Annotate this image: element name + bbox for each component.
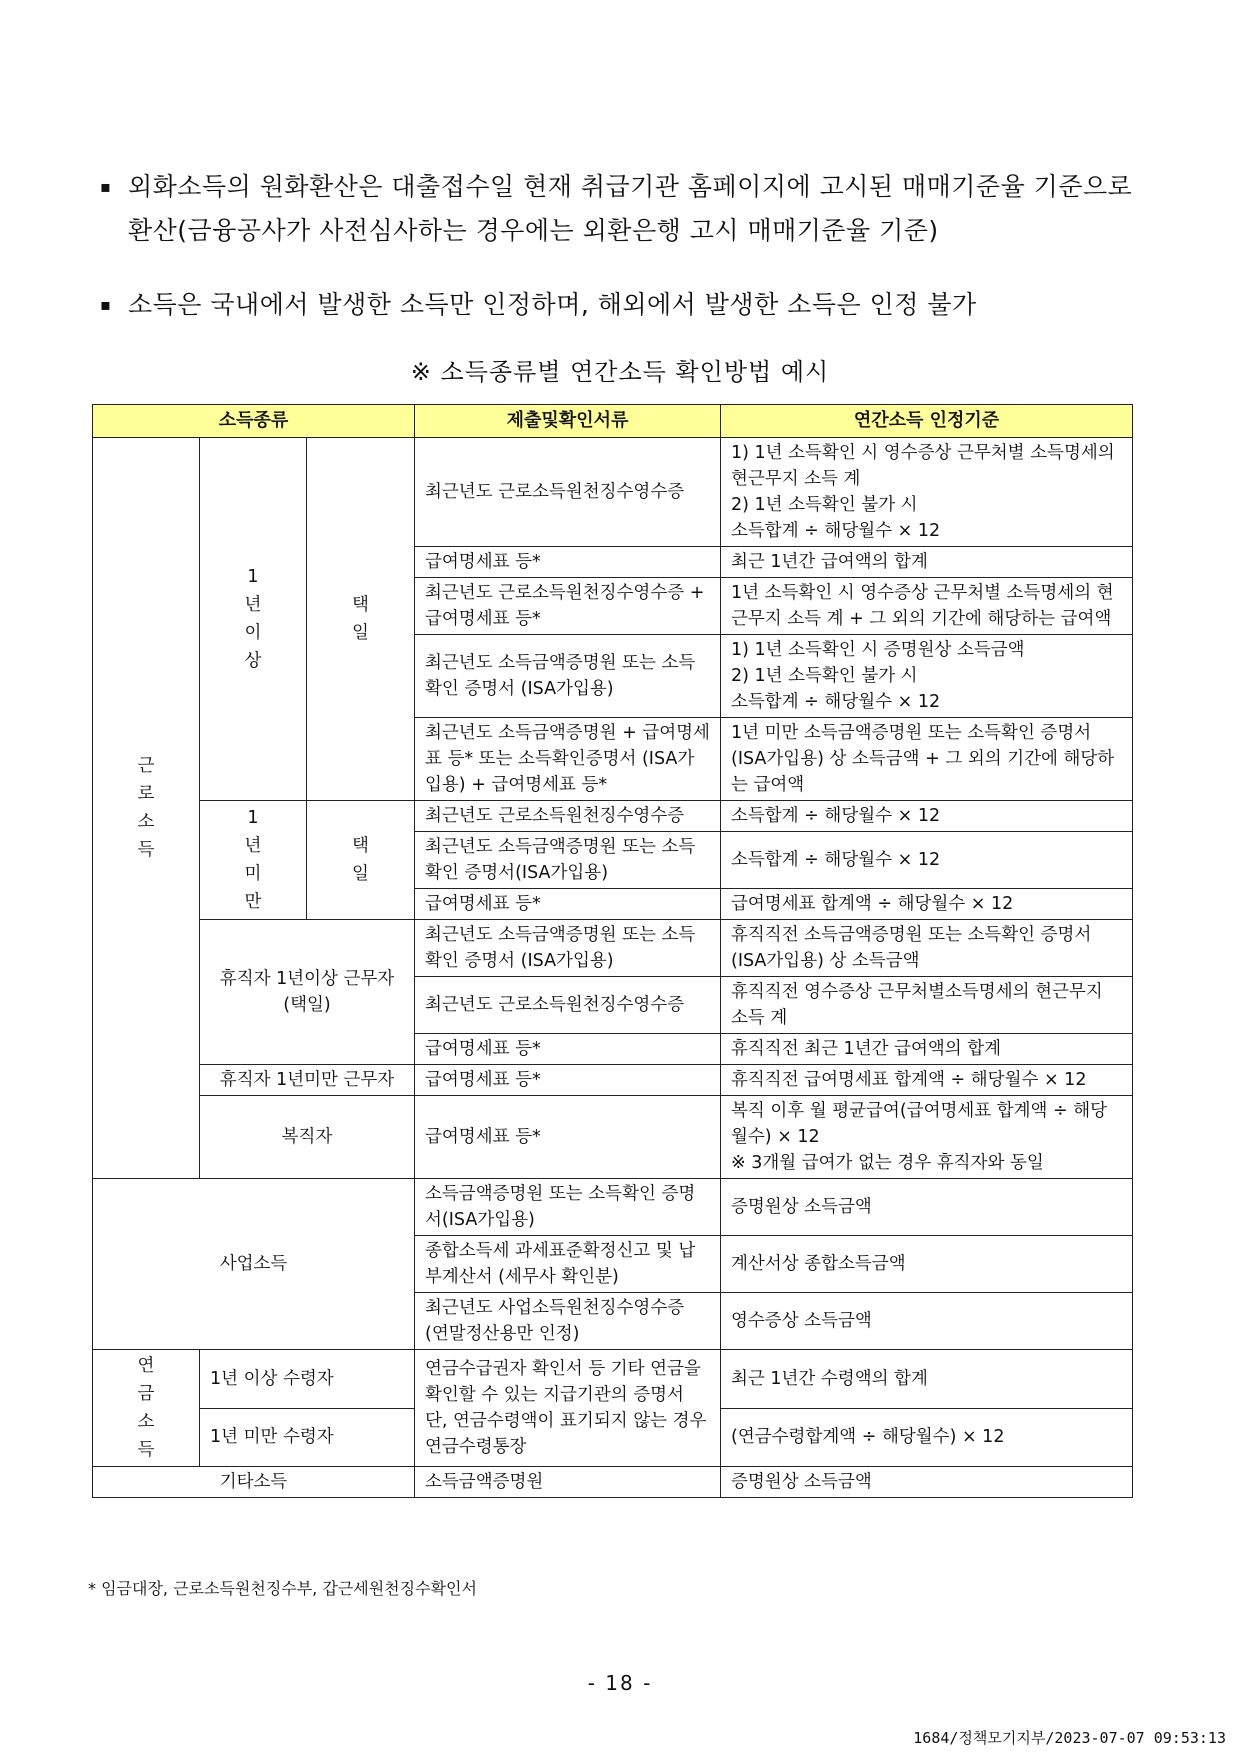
criteria-cell: 계산서상 종합소득금액	[721, 1236, 1133, 1293]
criteria-cell: 최근 1년간 수령액의 합계	[721, 1350, 1133, 1409]
returnee-label: 복직자	[200, 1096, 415, 1179]
vertical-char: 1	[247, 808, 259, 828]
bullet-marker-icon: ▪	[100, 295, 112, 314]
labor-income-label	[93, 438, 200, 1179]
document-cell: 최근년도 소득금액증명원 또는 소득확인 증명서 (ISA가입용)	[415, 635, 721, 718]
document-cell: 최근년도 소득금액증명원 또는 소득확인 증명서(ISA가입용)	[415, 832, 721, 889]
vertical-char: 소	[137, 1412, 155, 1432]
document-cell: 급여명세표 등*	[415, 1096, 721, 1179]
business-income-label: 사업소득	[93, 1179, 415, 1350]
vertical-char: 득	[137, 1440, 155, 1460]
vertical-char: 근	[137, 756, 155, 776]
criteria-cell: 휴직직전 소득금액증명원 또는 소득확인 증명서(ISA가입용) 상 소득금액	[721, 920, 1133, 977]
document-cell: 연금수급권자 확인서 등 기타 연금을 확인할 수 있는 지급기관의 증명서 단, 연금수령액이 표기되지 않는 경우 연금수령통장	[415, 1350, 721, 1467]
criteria-cell: 증명원상 소득금액	[721, 1467, 1133, 1498]
criteria-cell: 급여명세표 합계액 ÷ 해당월수 × 12	[721, 889, 1133, 920]
table-row	[93, 438, 1133, 547]
vertical-char: 연	[137, 1356, 155, 1376]
criteria-cell: 1) 1년 소득확인 시 영수증상 근무처별 소득명세의 현근무지 소득 계 2) 1년 소득확인 불가 시 소득합계 ÷ 해당월수 × 12	[721, 438, 1133, 547]
vertical-char: 일	[352, 864, 369, 884]
criteria-cell: 소득합계 ÷ 해당월수 × 12	[721, 832, 1133, 889]
other-income-label: 기타소득	[93, 1467, 415, 1498]
criteria-cell: 1년 미만 소득금액증명원 또는 소득확인 증명서(ISA가입용) 상 소득금액 + 그 외의 기간에 해당하는 급여액	[721, 718, 1133, 801]
table-caption: ※ 소득종류별 연간소득 확인방법 예시	[410, 358, 830, 386]
criteria-cell: 휴직직전 영수증상 근무처별소득명세의 현근무지 소득 계	[721, 977, 1133, 1034]
criteria-cell: 1년 소득확인 시 영수증상 근무처별 소득명세의 현근무지 소득 계 + 그 외의 기간에 해당하는 급여액	[721, 578, 1133, 635]
bullet-text: 소득은 국내에서 발생한 소득만 인정하며, 해외에서 발생한 소득은 인정 불가	[128, 290, 977, 319]
table-row	[93, 801, 1133, 832]
vertical-char: 년	[244, 836, 262, 856]
print-stamp: 1684/정책모기지부/2023-07-07 09:53:13	[913, 1729, 1226, 1747]
table-row	[93, 1096, 1133, 1179]
labor-over1-label	[200, 438, 307, 801]
labor-over1-select-label	[307, 438, 415, 801]
criteria-cell: 소득합계 ÷ 해당월수 × 12	[721, 801, 1133, 832]
table-header-row	[93, 405, 1133, 438]
criteria-cell: (연금수령합계액 ÷ 해당월수) × 12	[721, 1408, 1133, 1467]
document-cell: 급여명세표 등*	[415, 547, 721, 578]
bullet-foreign-income	[100, 165, 1160, 253]
document-cell: 소득금액증명원	[415, 1467, 721, 1498]
leave-over1-label: 휴직자 1년이상 근무자 (택일)	[200, 920, 415, 1065]
document-cell: 최근년도 소득금액증명원 또는 소득확인 증명서 (ISA가입용)	[415, 920, 721, 977]
page-number: - 18 -	[587, 1671, 653, 1695]
table-row	[93, 1350, 1133, 1409]
document-cell: 급여명세표 등*	[415, 1034, 721, 1065]
criteria-cell: 휴직직전 최근 1년간 급여액의 합계	[721, 1034, 1133, 1065]
vertical-char: 미	[244, 864, 262, 884]
criteria-cell: 최근 1년간 급여액의 합계	[721, 547, 1133, 578]
document-cell: 소득금액증명원 또는 소득확인 증명서(ISA가입용)	[415, 1179, 721, 1236]
vertical-char: 일	[352, 623, 369, 643]
bullet-text: 외화소득의 원화환산은 대출접수일 현재 취급기관 홈페이지에 고시된 매매기준율 기준으로 환산(금융공사가 사전심사하는 경우에는 외환은행 고시 매매기준율 기준)	[128, 172, 1133, 245]
footnote: * 임금대장, 근로소득원천징수부, 갑근세원천징수확인서	[88, 1579, 477, 1598]
header-income-type: 소득종류	[93, 405, 415, 438]
labor-under1-select-label	[307, 801, 415, 920]
vertical-char: 상	[244, 651, 262, 671]
table-row	[93, 1467, 1133, 1498]
bullet-marker-icon: ▪	[100, 177, 112, 196]
document-cell: 최근년도 근로소득원천징수영수증	[415, 977, 721, 1034]
header-criteria: 연간소득 인정기준	[721, 405, 1133, 438]
criteria-cell: 휴직직전 급여명세표 합계액 ÷ 해당월수 × 12	[721, 1065, 1133, 1096]
document-cell: 최근년도 사업소득원천징수영수증 (연말정산용만 인정)	[415, 1293, 721, 1350]
leave-under1-label: 휴직자 1년미만 근무자	[200, 1065, 415, 1096]
income-verification-table	[92, 404, 1133, 1498]
vertical-char: 금	[137, 1384, 155, 1404]
document-cell: 최근년도 근로소득원천징수영수증	[415, 801, 721, 832]
table-row	[93, 1065, 1133, 1096]
vertical-char: 1	[247, 567, 259, 587]
vertical-char: 로	[137, 784, 155, 804]
header-documents: 제출및확인서류	[415, 405, 721, 438]
vertical-char: 택	[352, 595, 369, 615]
vertical-char: 이	[244, 623, 262, 643]
criteria-cell: 복직 이후 월 평균급여(급여명세표 합계액 ÷ 해당월수) × 12 ※ 3개월 급여가 없는 경우 휴직자와 동일	[721, 1096, 1133, 1179]
pension-over1-label: 1년 이상 수령자	[200, 1350, 415, 1409]
table-row	[93, 1179, 1133, 1236]
vertical-char: 만	[244, 892, 262, 912]
document-cell: 급여명세표 등*	[415, 889, 721, 920]
criteria-cell: 증명원상 소득금액	[721, 1179, 1133, 1236]
vertical-char: 년	[244, 595, 262, 615]
document-cell: 최근년도 근로소득원천징수영수증 + 급여명세표 등*	[415, 578, 721, 635]
document-cell: 종합소득세 과세표준확정신고 및 납부계산서 (세무사 확인분)	[415, 1236, 721, 1293]
labor-under1-label	[200, 801, 307, 920]
table-row	[93, 920, 1133, 977]
vertical-char: 소	[137, 812, 155, 832]
pension-under1-label: 1년 미만 수령자	[200, 1408, 415, 1467]
vertical-char: 득	[137, 840, 155, 860]
document-cell: 최근년도 근로소득원천징수영수증	[415, 438, 721, 547]
vertical-char: 택	[352, 836, 369, 856]
bullet-domestic-income	[100, 283, 1160, 327]
criteria-cell: 1) 1년 소득확인 시 증명원상 소득금액 2) 1년 소득확인 불가 시 소득합계 ÷ 해당월수 × 12	[721, 635, 1133, 718]
document-cell: 급여명세표 등*	[415, 1065, 721, 1096]
document-cell: 최근년도 소득금액증명원 + 급여명세표 등* 또는 소득확인증명서 (ISA가입용) + 급여명세표 등*	[415, 718, 721, 801]
criteria-cell: 영수증상 소득금액	[721, 1293, 1133, 1350]
pension-income-label	[93, 1350, 200, 1467]
